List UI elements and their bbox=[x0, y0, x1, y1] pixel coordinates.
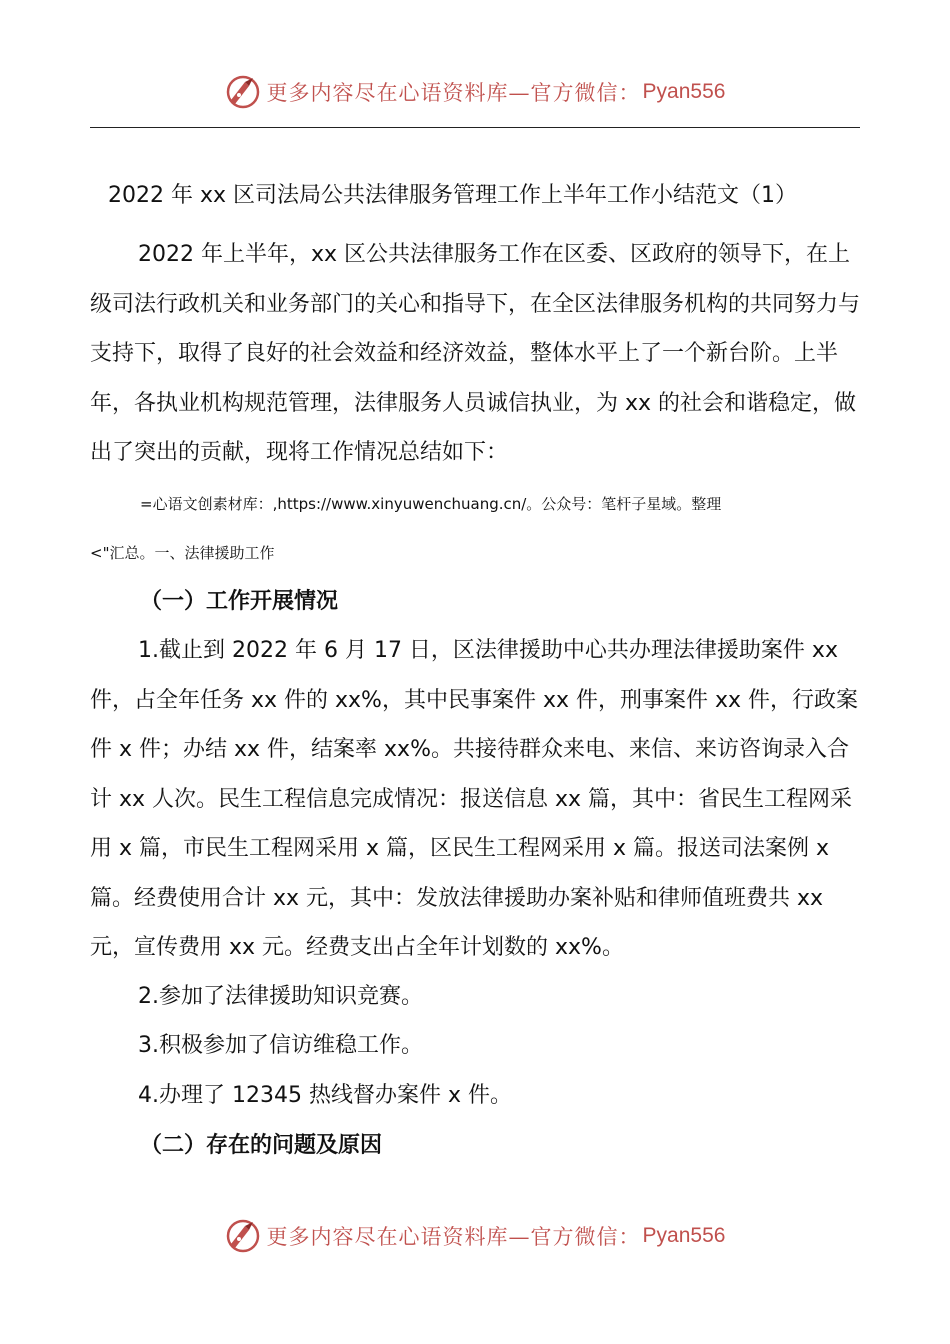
header-divider bbox=[90, 127, 860, 128]
item-1-paragraph: 1.截止到 2022 年 6 月 17 日，区法律援助中心共办理法律援助案件 xx 件，占全年任务 xx 件的 xx%，其中民事案件 xx 件，刑事案件 xx 件，行政案件 x 件；办结 xx 件，结案率 xx%。共接待群众来电、来信、来访咨询录入合计 xx 人次。民生工程信息完成情况：报送信息 xx 篇，其中：省民生工程网采用 x 篇，市民生工程网采用 x 篇，区民生工程网采用 x 篇。报送司法案例 x 篇。经费使用合计 xx 元，其中：发放法律援助办案补贴和律师值班费共 xx 元，宣传费用 xx 元。经费支出占全年计划数的 xx%。 bbox=[90, 638, 859, 960]
section-heading-2: （二）存在的问题及原因 bbox=[140, 1133, 383, 1158]
banner-text: 更多内容尽在心语资料库—官方微信： bbox=[266, 1225, 641, 1249]
section-heading-1: （一）工作开展情况 bbox=[140, 589, 339, 614]
footer-banner bbox=[0, 1214, 950, 1258]
banner-text: 更多内容尽在心语资料库—官方微信： bbox=[266, 81, 641, 105]
section-line: <"汇总。一、法律援助工作 bbox=[90, 544, 275, 562]
header-banner bbox=[0, 70, 950, 114]
item-4: 4.办理了 12345 热线督办案件 x 件。 bbox=[138, 1083, 512, 1108]
pen-nib-logo-icon bbox=[225, 1218, 261, 1254]
item-3: 3.积极参加了信访维稳工作。 bbox=[138, 1033, 423, 1058]
item-2: 2.参加了法律援助知识竞赛。 bbox=[138, 984, 423, 1009]
document-title: 2022 年 xx 区司法局公共法律服务管理工作上半年工作小结范文（1） bbox=[108, 183, 798, 208]
banner-wechat-id: Pyan556 bbox=[642, 1224, 726, 1247]
pen-nib-logo-icon bbox=[225, 74, 261, 110]
banner-wechat-id: Pyan556 bbox=[642, 80, 726, 103]
source-line: =心语文创素材库：,https://www.xinyuwenchuang.cn/。公众号：笔杆子星域。整理 bbox=[140, 495, 722, 513]
intro-paragraph: 2022 年上半年，xx 区公共法律服务工作在区委、区政府的领导下，在上级司法行政机关和业务部门的关心和指导下，在全区法律服务机构的共同努力与支持下，取得了良好的社会效益和经济效益，整体水平上了一个新台阶。上半年，各执业机构规范管理，法律服务人员诚信执业，为 xx 的社会和谐稳定，做出了突出的贡献，现将工作情况总结如下： bbox=[90, 242, 861, 465]
